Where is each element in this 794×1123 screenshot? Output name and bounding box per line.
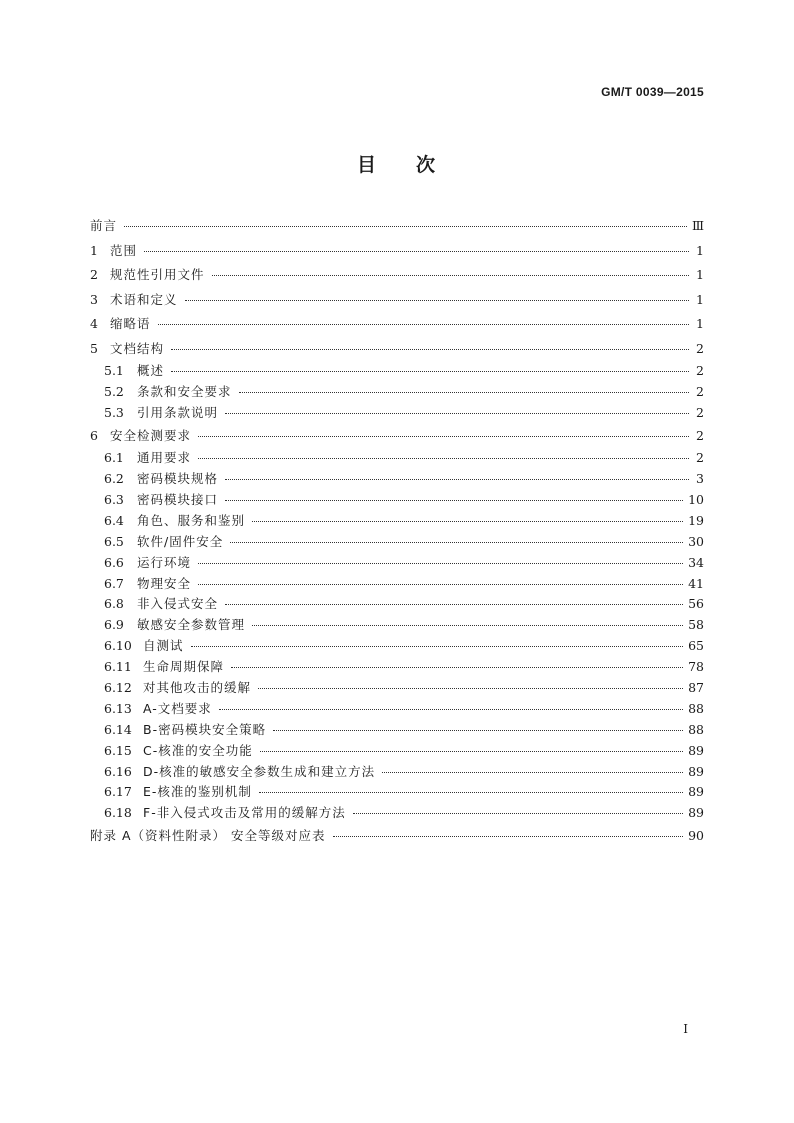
toc-entry-number: 1	[90, 242, 98, 258]
toc-entry-number: 6.15	[104, 742, 132, 758]
toc-entry-title: 物理安全	[137, 575, 192, 591]
toc-entry-page: 88	[688, 721, 704, 737]
toc-leader-dots	[158, 324, 689, 325]
toc-leader-dots	[198, 563, 683, 564]
toc-entry[interactable]	[90, 720, 704, 741]
toc-entry-page: 78	[688, 659, 704, 675]
toc-entry-number: 6	[90, 427, 98, 443]
toc-leader-dots	[225, 500, 683, 501]
toc-entry-number: 6.7	[104, 575, 124, 591]
toc-leader-dots	[353, 813, 683, 814]
toc-leader-dots	[258, 688, 683, 689]
toc-title-part2: 次	[416, 154, 438, 176]
toc-entry-title: 条款和安全要求	[137, 383, 232, 399]
toc-entry-title: 对其他攻击的缓解	[143, 679, 252, 695]
table-of-contents	[90, 214, 704, 849]
toc-entry-title: 缩略语	[110, 316, 151, 331]
toc-entry-number: 6.17	[104, 784, 132, 800]
toc-entry-page: 1	[696, 242, 704, 258]
toc-entry-page: 65	[688, 638, 704, 654]
toc-entry-page: 89	[688, 805, 704, 821]
toc-leader-dots	[225, 479, 689, 480]
toc-entry-title: 密码模块规格	[137, 471, 219, 487]
toc-entry[interactable]	[90, 361, 704, 382]
toc-entry[interactable]	[90, 263, 704, 288]
toc-entry[interactable]	[90, 824, 704, 849]
toc-entry-title: 自测试	[143, 638, 184, 654]
toc-entry-title: 引用条款说明	[137, 404, 219, 420]
toc-entry-title: A-文档要求	[143, 700, 212, 716]
toc-leader-dots	[212, 275, 689, 276]
toc-leader-dots	[382, 772, 683, 773]
toc-entry-number: 5	[90, 340, 98, 356]
toc-entry[interactable]	[90, 553, 704, 574]
toc-entry-number: 6.8	[104, 596, 124, 612]
toc-entry-page: 89	[688, 742, 704, 758]
toc-entry-number: 6.13	[104, 700, 132, 716]
toc-entry-title: 软件/固件安全	[137, 533, 224, 549]
toc-leader-dots	[259, 792, 683, 793]
toc-entry-number: 6.2	[104, 471, 124, 487]
toc-entry-title: 规范性引用文件	[110, 267, 205, 282]
toc-entry-title: 通用要求	[137, 450, 192, 466]
toc-entry[interactable]	[90, 424, 704, 449]
toc-entry-title: B-密码模块安全策略	[143, 721, 267, 737]
toc-entry-page: 1	[696, 291, 704, 307]
toc-entry[interactable]	[90, 699, 704, 720]
toc-entry-page: 2	[696, 340, 704, 356]
toc-entry-page: Ⅲ	[691, 218, 704, 233]
toc-entry-number: 6.16	[104, 763, 132, 779]
toc-entry-number: 6.4	[104, 512, 124, 528]
toc-entry-page: 2	[696, 450, 704, 466]
toc-leader-dots	[273, 730, 683, 731]
toc-entry-title: 前言	[90, 218, 118, 233]
toc-entry-number: 5.3	[104, 404, 124, 420]
toc-leader-dots	[198, 458, 689, 459]
toc-entry[interactable]	[90, 782, 704, 803]
toc-leader-dots	[124, 226, 687, 227]
toc-entry[interactable]	[90, 337, 704, 362]
toc-leader-dots	[252, 521, 683, 522]
toc-entry-number: 6.5	[104, 533, 124, 549]
toc-entry-number: 3	[90, 291, 98, 307]
toc-entry[interactable]	[90, 803, 704, 824]
toc-entry-page: 2	[696, 427, 704, 443]
toc-entry-page: 1	[696, 316, 704, 331]
toc-entry-number: 6.3	[104, 491, 124, 507]
toc-leader-dots	[239, 392, 689, 393]
toc-entry-page: 56	[688, 596, 704, 612]
toc-entry-title: 角色、服务和鉴别	[137, 512, 246, 528]
toc-entry-number: 5.2	[104, 383, 124, 399]
toc-leader-dots	[144, 251, 689, 252]
toc-entry[interactable]	[90, 214, 704, 239]
toc-entry-number: 6.14	[104, 721, 132, 737]
toc-entry[interactable]	[90, 490, 704, 511]
toc-entry-title: 密码模块接口	[137, 491, 219, 507]
toc-entry[interactable]	[90, 574, 704, 595]
toc-entry-page: 19	[688, 512, 704, 528]
toc-entry[interactable]	[90, 511, 704, 532]
toc-entry-title: 敏感安全参数管理	[137, 617, 246, 633]
toc-entry-number: 6.1	[104, 450, 124, 466]
toc-entry-title: E-核准的鉴别机制	[143, 784, 252, 800]
toc-entry-number: 6.6	[104, 554, 124, 570]
toc-entry-page: 89	[688, 784, 704, 800]
toc-entry-page: 1	[696, 267, 704, 282]
toc-title	[0, 150, 794, 177]
toc-leader-dots	[191, 646, 684, 647]
toc-entry-page: 41	[688, 575, 704, 591]
toc-entry[interactable]	[90, 657, 704, 678]
toc-leader-dots	[198, 584, 683, 585]
toc-leader-dots	[171, 349, 689, 350]
toc-entry-number: 6.12	[104, 679, 132, 695]
toc-entry-number: 6.10	[104, 638, 132, 654]
toc-entry-title: 文档结构	[110, 340, 165, 356]
toc-entry[interactable]	[90, 448, 704, 469]
toc-entry-number: 6.11	[104, 659, 132, 675]
toc-entry[interactable]	[90, 678, 704, 699]
standard-code: GM/T 0039—2015	[601, 85, 704, 99]
toc-title-part1: 目	[356, 154, 378, 176]
toc-entry[interactable]	[90, 312, 704, 337]
toc-leader-dots	[333, 836, 684, 837]
toc-leader-dots	[198, 436, 689, 437]
toc-entry-title: 术语和定义	[110, 291, 178, 307]
toc-entry-page: 89	[688, 763, 704, 779]
toc-entry[interactable]	[90, 741, 704, 762]
toc-entry-page: 2	[696, 363, 704, 378]
toc-entry-title: 运行环境	[137, 554, 192, 570]
toc-entry[interactable]	[90, 288, 704, 313]
toc-entry-title: 附录 A（资料性附录） 安全等级对应表	[90, 828, 326, 844]
toc-entry-number: 6.9	[104, 617, 124, 633]
toc-entry-page: 10	[688, 491, 704, 507]
toc-entry-title: D-核准的敏感安全参数生成和建立方法	[143, 763, 376, 779]
toc-entry-title: C-核准的安全功能	[143, 742, 253, 758]
toc-entry-page: 87	[688, 679, 704, 695]
toc-entry-number: 4	[90, 316, 98, 331]
toc-entry-title: 概述	[137, 363, 165, 378]
toc-entry-title: 安全检测要求	[110, 427, 192, 443]
toc-entry-title: 生命周期保障	[143, 659, 225, 675]
toc-entry[interactable]	[90, 615, 704, 636]
toc-entry-number: 5.1	[104, 363, 124, 378]
toc-leader-dots	[225, 413, 689, 414]
toc-leader-dots	[171, 371, 689, 372]
toc-leader-dots	[260, 751, 683, 752]
toc-entry[interactable]	[90, 762, 704, 783]
toc-entry[interactable]	[90, 469, 704, 490]
toc-leader-dots	[252, 625, 683, 626]
toc-entry[interactable]	[90, 594, 704, 615]
toc-leader-dots	[230, 542, 683, 543]
toc-entry-page: 2	[696, 404, 704, 420]
toc-entry[interactable]	[90, 636, 704, 657]
toc-entry-page: 34	[688, 554, 704, 570]
toc-entry-title: 非入侵式安全	[137, 596, 219, 612]
toc-entry-page: 2	[696, 383, 704, 399]
toc-leader-dots	[225, 604, 683, 605]
toc-entry-number: 2	[90, 267, 98, 282]
toc-entry-title: 范围	[110, 242, 138, 258]
toc-entry-page: 58	[688, 617, 704, 633]
page-number: I	[683, 1022, 688, 1036]
toc-entry[interactable]	[90, 532, 704, 553]
toc-entry-page: 90	[688, 828, 704, 844]
toc-entry[interactable]	[90, 382, 704, 403]
toc-entry-number: 6.18	[104, 805, 132, 821]
toc-entry[interactable]	[90, 239, 704, 264]
toc-entry-page: 88	[688, 700, 704, 716]
toc-entry[interactable]	[90, 403, 704, 424]
toc-entry-title: F-非入侵式攻击及常用的缓解方法	[143, 805, 346, 821]
toc-entry-page: 30	[688, 533, 704, 549]
toc-leader-dots	[231, 667, 683, 668]
toc-leader-dots	[219, 709, 683, 710]
toc-entry-page: 3	[696, 471, 704, 487]
toc-leader-dots	[185, 300, 689, 301]
